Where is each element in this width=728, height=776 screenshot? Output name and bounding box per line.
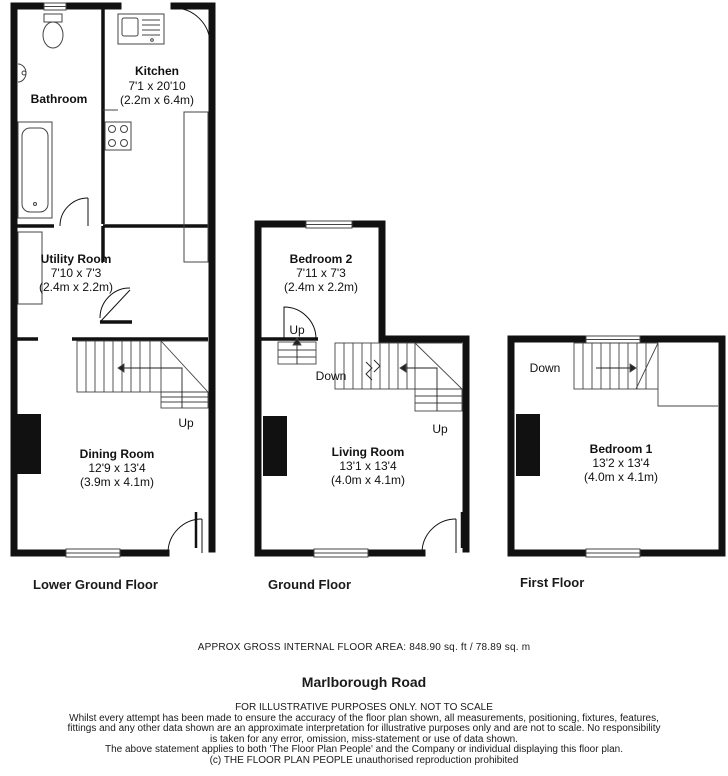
kitchen-name: Kitchen [134,64,180,78]
property-address: Marlborough Road [301,674,427,690]
ground-stairs-down-label: Down [315,369,347,383]
ground-floor-plan [258,221,466,557]
ground-fireplace [263,416,287,476]
dining-size-imperial: 12'9 x 13'4 [88,461,146,475]
bedroom1-name: Bedroom 1 [589,442,653,456]
bedroom2-name: Bedroom 2 [289,252,353,266]
utility-name: Utility Room [40,252,112,266]
ground-stairs-up-label: Up [432,422,448,436]
bathroom-name: Bathroom [30,92,88,106]
disclaimer [60,703,668,766]
dining-name: Dining Room [79,447,155,461]
first-stairs-down-label: Down [529,361,561,375]
gross-internal-area: APPROX GROSS INTERNAL FLOOR AREA: 848.90 sq. ft / 78.89 sq. m [197,642,531,653]
utility-size-imperial: 7'10 x 7'3 [50,266,102,280]
disclaimer-line: FOR ILLUSTRATIVE PURPOSES ONLY. NOT TO SCALE [235,702,493,713]
disclaimer-line: fittings and any other data shown are an approximate interpretation for illustrative purposes only and are not to scale. No responsibility [67,723,661,734]
living-size-metric: (4.0m x 4.1m) [330,473,406,487]
disclaimer-line: is taken for any error, omission, miss-statement or use of data shown. [210,733,518,745]
ground-floor-title: Ground Floor [268,577,352,592]
first-floor-title: First Floor [520,575,585,590]
living-size-imperial: 13'1 x 13'4 [339,459,397,473]
bedroom1-size-imperial: 13'2 x 13'4 [592,456,650,470]
disclaimer-line: The above statement applies to both 'The Floor Plan People' and the Company or individual displaying this floor plan. [104,744,624,755]
ground-stairs [278,338,462,411]
lower-ground-stairs [77,341,208,408]
ground-bed2-stairs-up-label: Up [289,323,305,337]
lower-ground-floor-title: Lower Ground Floor [33,577,158,592]
lower-ground-fireplace [17,414,41,474]
disclaimer-line: (c) THE FLOOR PLAN PEOPLE unauthorised reproduction prohibited [209,754,519,766]
first-fireplace [516,414,540,476]
kitchen-size-imperial: 7'1 x 20'10 [128,79,186,93]
first-stairs [574,343,718,406]
kitchen-size-metric: (2.2m x 6.4m) [119,93,195,107]
bedroom2-size-metric: (2.4m x 2.2m) [283,280,359,294]
dining-size-metric: (3.9m x 4.1m) [79,475,155,489]
room-labels [31,64,658,489]
bedroom2-size-imperial: 7'11 x 7'3 [296,266,346,280]
utility-size-metric: (2.4m x 2.2m) [38,280,114,294]
living-name: Living Room [331,445,405,459]
lower-stairs-up-label: Up [178,416,194,430]
bedroom1-size-metric: (4.0m x 4.1m) [583,470,659,484]
disclaimer-line: Whilst every attempt has been made to ensure the accuracy of the floor plan shown, all measurements, positioning, fixtures, features, [69,712,659,724]
